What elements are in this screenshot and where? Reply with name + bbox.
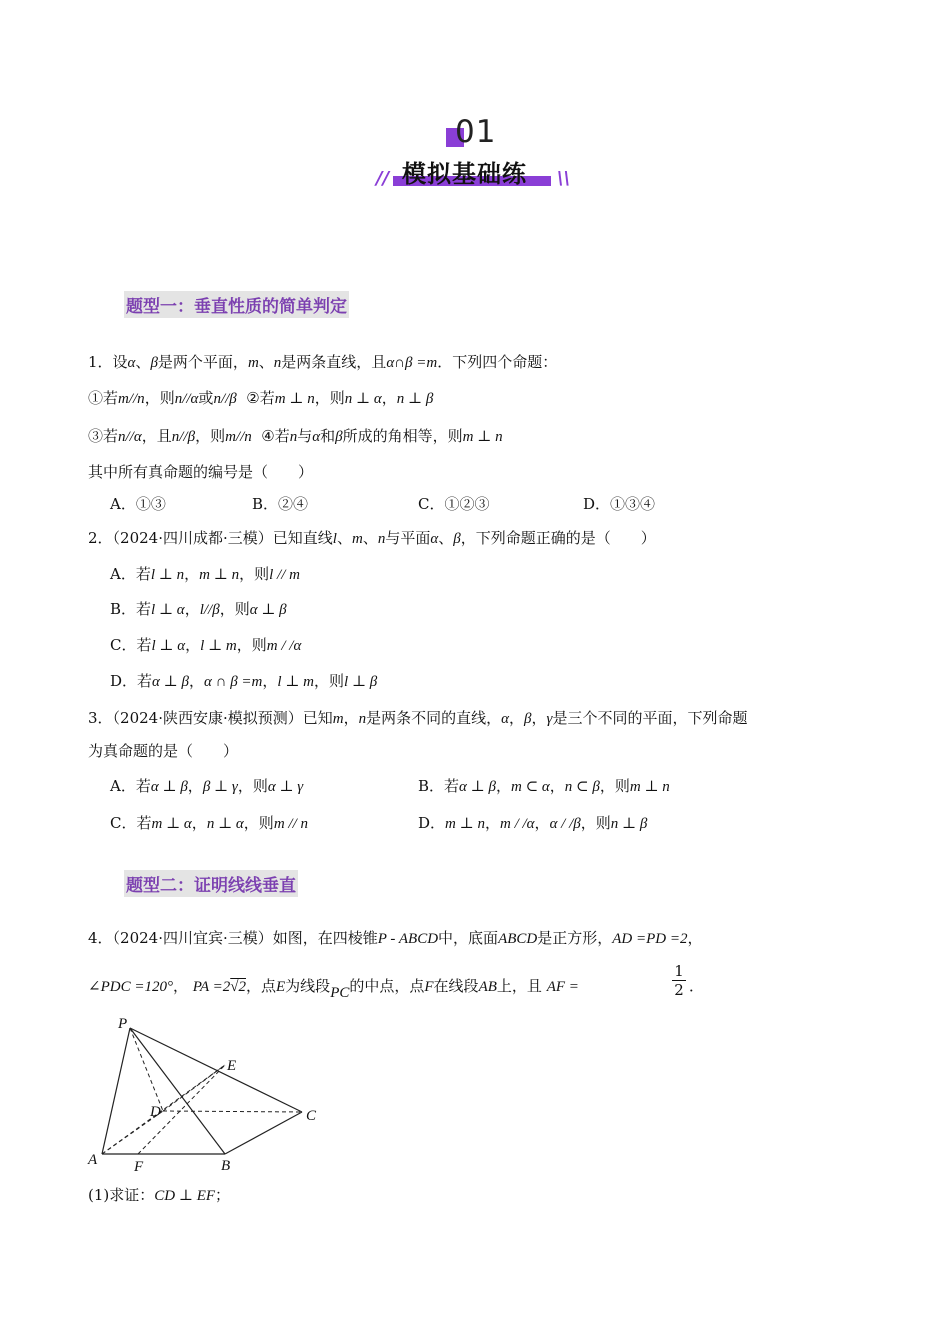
q1-stem: 1．设α、β是两个平面，m、n是两条直线，且α∩β =m．下列四个命题： <box>88 353 558 371</box>
q2-stem: 2．（2024·四川成都·三模）已知直线l、m、n与平面α、β，下列命题正确的是（ ） <box>88 529 656 547</box>
left-slash-decoration: // <box>376 168 390 189</box>
q4-stem-line-2: ∠PDC =120°， PA =2√2，点E为线段PC的中点，点F在线段AB上，且 AF = <box>88 977 579 1001</box>
fraction-denominator: 2 <box>674 981 684 999</box>
label-C: C <box>306 1108 317 1124</box>
sqrt-two: √2 <box>230 979 246 995</box>
edge-PD <box>130 1028 163 1111</box>
q1-proposition-line-1: ①若m//n，则n//α或n//β ②若m ⊥ n，则n ⊥ α，n ⊥ β <box>88 389 434 407</box>
fraction-numerator: 1 <box>672 962 686 981</box>
q3-stem-line-2: 为真命题的是（ ） <box>88 742 239 760</box>
q1-option-a: A．①③ <box>110 495 166 513</box>
label-D: D <box>150 1104 161 1120</box>
edge-PA <box>102 1028 130 1154</box>
q4-stem-line-1: 4．（2024·四川宜宾·三模）如图，在四棱锥P - ABCD中，底面ABCD是正方形，AD =PD =2， <box>88 929 703 947</box>
pyramid-figure <box>80 1010 340 1180</box>
edge-BC <box>225 1112 302 1154</box>
label-A: A <box>88 1152 98 1168</box>
q1-ask: 其中所有真命题的编号是（ ） <box>88 463 314 481</box>
segment-AE <box>102 1065 225 1154</box>
q1-option-b: B．②④ <box>252 495 309 513</box>
label-B: B <box>221 1158 231 1174</box>
q3-stem-line-1: 3．（2024·陕西安康·模拟预测）已知m，n是两条不同的直线，α，β，γ是三个不同的平面，下列命题 <box>88 709 748 727</box>
section-heading-1: 题型一：垂直性质的简单判定 <box>124 291 349 318</box>
q3-option-d: D．m ⊥ n，m / /α，α / /β，则n ⊥ β <box>418 814 648 832</box>
edge-DC <box>163 1111 302 1112</box>
edge-PC <box>130 1028 302 1112</box>
q2-option-a: A．若l ⊥ n，m ⊥ n，则l // m <box>110 565 300 583</box>
label-F: F <box>134 1159 144 1175</box>
right-slash-decoration: \\ <box>557 168 571 189</box>
q2-option-b: B．若l ⊥ α，l//β，则α ⊥ β <box>110 600 287 618</box>
q3-option-b: B．若α ⊥ β，m ⊂ α，n ⊂ β，则m ⊥ n <box>418 777 670 795</box>
page-title: 模拟基础练 <box>402 160 527 188</box>
q1-option-c: C．①②③ <box>418 495 490 513</box>
q4-part-1: (1)求证：CD ⊥ EF； <box>88 1186 231 1204</box>
q1-proposition-line-2: ③若n//α，且n//β，则m//n ④若n与α和β所成的角相等，则m ⊥ n <box>88 427 503 445</box>
q4-fraction <box>672 962 686 999</box>
section-heading-2: 题型二：证明线线垂直 <box>124 870 298 897</box>
q3-option-c: C．若m ⊥ α，n ⊥ α，则m // n <box>110 814 308 832</box>
label-E: E <box>227 1058 237 1074</box>
q2-option-d: D．若α ⊥ β，α ∩ β =m，l ⊥ m，则l ⊥ β <box>110 672 378 690</box>
section-number: 01 <box>455 114 497 150</box>
q1-option-d: D．①③④ <box>583 495 656 513</box>
edge-PB <box>130 1028 225 1154</box>
q2-option-c: C．若l ⊥ α，l ⊥ m，则m / /α <box>110 636 302 654</box>
label-P: P <box>118 1016 128 1032</box>
q3-option-a: A．若α ⊥ β，β ⊥ γ，则α ⊥ γ <box>110 777 304 795</box>
q4-period: ． <box>689 977 705 995</box>
